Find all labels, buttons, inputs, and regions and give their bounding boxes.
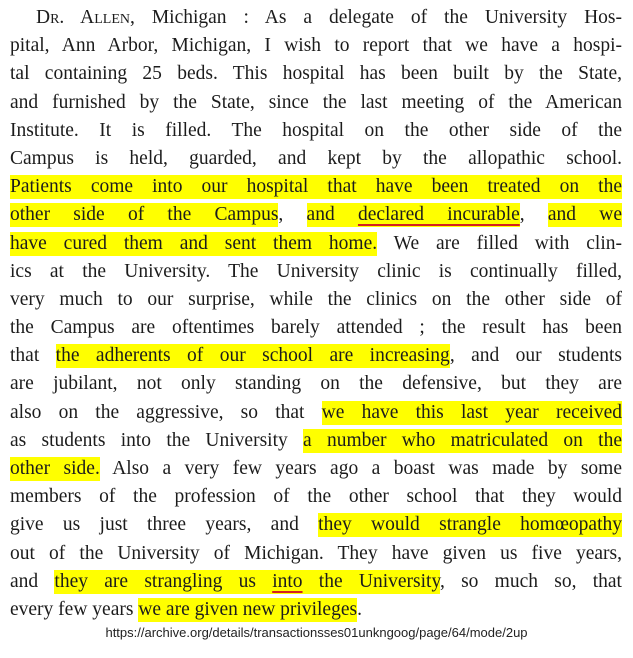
text-line: [10, 342, 622, 370]
text-line: [10, 32, 622, 60]
speaker-name: Dr. Allen: [36, 7, 131, 28]
text-segment: We are filled with clin-: [377, 232, 622, 254]
highlighted-text: the University: [302, 570, 440, 592]
highlighted-text: have cured them and sent them home.: [10, 232, 378, 254]
text-segment: also on the aggressive, so that: [10, 401, 322, 423]
highlighted-text: other side of the Campus: [10, 204, 279, 226]
text-segment: very much to our surprise, while the clinics on the other side of: [10, 288, 622, 310]
text-segment: pital, Ann Arbor, Michigan, I wish to report that we have a hospi-: [10, 35, 622, 57]
text-segment: , Michigan : As a delegate of the University Hos-: [130, 7, 622, 28]
text-segment: are jubilant, not only standing on the defensive, but they are: [10, 373, 622, 395]
highlighted-text: they are strangling us: [54, 570, 273, 592]
text-segment: ics at the University. The University clinic is continually filled,: [10, 260, 622, 282]
text-line: [10, 511, 622, 539]
text-segment: .: [357, 598, 362, 620]
text-line: [10, 427, 622, 455]
highlighted-text: and we: [547, 204, 622, 226]
text-line: [10, 89, 622, 117]
text-line: [10, 455, 622, 483]
text-line: [10, 258, 622, 286]
text-segment: tal containing 25 beds. This hospital has been built by the State,: [10, 63, 622, 85]
text-segment: ,: [519, 204, 548, 226]
underlined-highlighted-text: into: [272, 570, 303, 592]
text-line: [10, 201, 622, 229]
text-line: [10, 596, 622, 624]
underlined-highlighted-text: declared incurable: [357, 204, 520, 226]
highlighted-text: we are given new privileges: [138, 598, 358, 620]
highlighted-text: we have this last year received: [321, 401, 622, 423]
highlighted-text: a number who matriculated on the: [303, 429, 622, 451]
text-segment: members of the profession of the other school that they would: [10, 486, 622, 508]
text-segment: give us just three years, and: [10, 514, 319, 536]
text-segment: that: [10, 345, 56, 367]
highlighted-text: other side.: [10, 458, 100, 479]
text-line: [10, 286, 622, 314]
text-line: [10, 230, 622, 258]
text-line: [10, 568, 622, 596]
text-line: [10, 314, 622, 342]
text-segment: every few years: [10, 598, 139, 620]
text-segment: Campus is held, guarded, and kept by the allopathic school.: [10, 147, 622, 169]
text-segment: out of the University of Michigan. They have given us five years,: [10, 542, 622, 564]
text-line: [10, 370, 622, 398]
text-body: [10, 4, 622, 624]
text-line: [10, 145, 622, 173]
highlighted-text: the adherents of our school are increasing: [55, 345, 450, 367]
text-line: [10, 117, 622, 145]
text-line: [10, 4, 622, 32]
text-line: [10, 540, 622, 568]
text-segment: , and our students: [449, 345, 622, 367]
text-line: [10, 173, 622, 201]
text-segment: Also a very few years ago a boast was made by some: [99, 458, 622, 479]
text-segment: Institute. It is filled. The hospital on the other side of the: [10, 119, 622, 141]
text-line: [10, 483, 622, 511]
source-url: https://archive.org/details/transactionsses01unkngoog/page/64/mode/2up: [105, 625, 528, 640]
text-segment: and furnished by the State, since the last meeting of the American: [10, 91, 622, 113]
highlighted-text: they would strangle homœopathy: [318, 514, 622, 536]
text-line: [10, 60, 622, 88]
text-segment: the Campus are oftentimes barely attended ; the result has been: [10, 317, 622, 339]
text-line: [10, 399, 622, 427]
text-segment: , so much so, that: [439, 570, 622, 592]
highlighted-text: Patients come into our hospital that have been treated on the: [10, 176, 622, 198]
highlighted-text: and: [306, 204, 358, 226]
text-segment: and: [10, 570, 55, 592]
text-segment: ,: [278, 204, 307, 226]
text-segment: as students into the University: [10, 429, 304, 451]
